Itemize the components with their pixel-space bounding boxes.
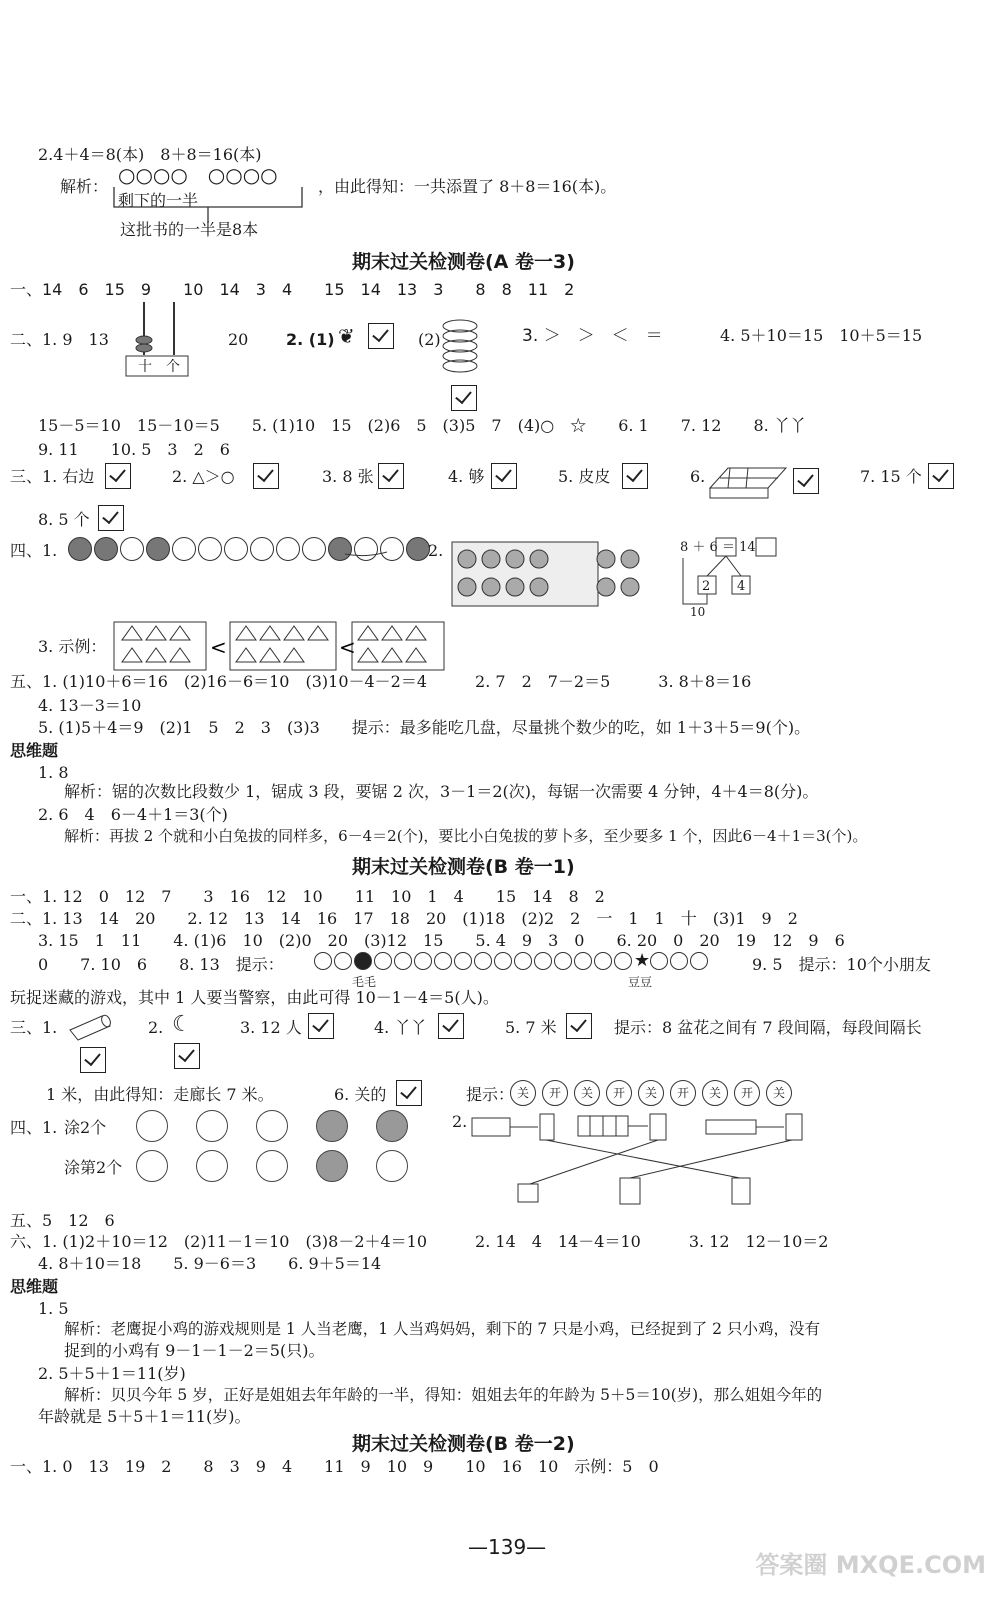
- a3-row-5b: 2. △＞○: [172, 467, 235, 486]
- intro-conclusion: ，由此得知：一共添置了 8＋8＝16(本)。: [318, 177, 617, 196]
- intro-note: 这批书的一半是8本: [120, 220, 259, 239]
- switch-state: 开: [606, 1080, 632, 1106]
- switch-state: 关: [766, 1080, 792, 1106]
- b1-row-2: 二、1. 13 14 20 2. 12 13 14 16 17 18 20 (1)18 (2)2 2 一 1 1 十 (3)1 9 2: [10, 909, 798, 928]
- switch-state: 关: [702, 1080, 728, 1106]
- a3-row-6: 8. 5 个: [38, 510, 90, 529]
- section-title-a3: 期末过关检测卷(A 卷一3): [352, 251, 575, 273]
- checkbox: [308, 1013, 334, 1039]
- page-number: —139—: [468, 1535, 547, 1559]
- checkbox: [396, 1080, 422, 1106]
- b1-row-6e: 5. 7 米: [505, 1018, 557, 1037]
- switch-state: 关: [574, 1080, 600, 1106]
- checkbox: [928, 463, 954, 489]
- a3-row-9: 五、1. (1)10＋6＝16 (2)16－6＝10 (3)10－4－2＝4 2. 7 2 7－2＝5 3. 8＋8＝16: [10, 672, 752, 691]
- a3-row-5c: 3. 8 张: [322, 467, 374, 486]
- thinking-heading: 思维题: [10, 741, 59, 760]
- tray-icon: [708, 460, 788, 500]
- b1-row-10: 六、1. (1)2＋10＝12 (2)11－1＝10 (3)8－2＋4＝10 2. 14 4 14－4＝10 3. 12 12－10＝2: [10, 1232, 829, 1251]
- checkbox: [253, 463, 279, 489]
- a3-row-2e: 3. ＞ ＞ ＜ ＝: [522, 326, 663, 346]
- b1-row-4b: 9. 5 提示：10个小朋友: [752, 955, 931, 974]
- a3-row-2b: 20: [228, 330, 249, 349]
- checkbox: [438, 1013, 464, 1039]
- a3-row-1: 一、14 6 15 9 10 14 3 4 15 14 13 3 8 8 11 2: [10, 280, 575, 299]
- brace-diagram: [112, 185, 312, 225]
- b1-row-1: 一、1. 12 0 12 7 3 16 12 10 11 10 1 4 15 14 8 2: [10, 887, 605, 906]
- b1-think-5: 解析：贝贝今年 5 岁，正好是姐姐去年年龄的一半，得知：姐姐去年的年龄为 5＋5＝10(岁)，那么姐姐今年的: [64, 1386, 823, 1404]
- switch-state: 开: [734, 1080, 760, 1106]
- checkbox: [622, 463, 648, 489]
- b1-row-6b: 2.: [148, 1018, 164, 1037]
- tree-right: 4: [737, 579, 746, 594]
- shape-matching: [470, 1108, 820, 1208]
- b1-row-8b: 涂2个: [64, 1118, 107, 1137]
- a3-row-2d: (2): [418, 330, 441, 349]
- a3-row-4: 9. 11 10. 5 3 2 6: [38, 440, 230, 459]
- checkbox: [174, 1043, 200, 1069]
- tree-left: 2: [702, 579, 711, 594]
- section-title-b1: 期末过关检测卷(B 卷一1): [352, 856, 575, 878]
- a3-row-7a: 四、1.: [10, 541, 58, 560]
- intro-brace-label: 剩下的一半: [118, 191, 199, 210]
- a3-think-1: 1. 8: [38, 763, 69, 782]
- a3-row-2f: 4. 5＋10＝15 10＋5＝15: [720, 326, 923, 345]
- b1-row-8a: 四、1.: [10, 1118, 58, 1137]
- a3-row-5e: 5. 皮皮: [558, 467, 611, 486]
- b1-think-2: 解析：老鹰捉小鸡的游戏规则是 1 人当老鹰，1 人当鸡妈妈，剩下的 7 只是小鸡，已经捉到了 2 只小鸡，没有: [64, 1320, 820, 1338]
- b1-row-6f: 提示：8 盆花之间有 7 段间隔，每段间隔长: [614, 1018, 922, 1037]
- checkbox: [793, 468, 819, 494]
- face-row-2: [136, 1150, 408, 1182]
- a3-think-2: 解析：锯的次数比段数少 1，锯成 3 段，要锯 2 次，3－1＝2(次)，每锯一次需要 4 分钟，4＋4＝8(分)。: [64, 782, 819, 801]
- svg-text:<: <: [210, 635, 227, 659]
- a3-row-8: 3. 示例：: [38, 637, 107, 656]
- string-tail: [345, 546, 390, 560]
- switch-state: 关: [510, 1080, 536, 1106]
- triangle-comparison: [112, 620, 452, 672]
- b1-row-8d: 2.: [452, 1112, 468, 1131]
- checkbox: [368, 323, 394, 349]
- b1-row-6c: 3. 12 人: [240, 1018, 302, 1037]
- abacus-label: 十 个: [138, 359, 180, 375]
- a3-row-11: 5. (1)5＋4＝9 (2)1 5 2 3 (3)3 提示：最多能吃几盘，尽量挑个数少的吃，如 1＋3＋5＝9(个)。: [38, 718, 811, 737]
- a3-row-3: 15－5＝10 15－10＝5 5. (1)10 15 (2)6 5 (3)5 7 (4)○ ☆ 6. 1 7. 12 8. 丫丫: [38, 416, 806, 435]
- intro-analysis-label: 解析：: [60, 177, 109, 196]
- checkbox: [80, 1047, 106, 1073]
- b1-row-8c: 涂第2个: [64, 1158, 123, 1177]
- b1-row-5: 玩捉迷藏的游戏，其中 1 人要当警察，由此可得 10－1－4＝5(人)。: [10, 988, 499, 1007]
- switch-sequence: [510, 1080, 798, 1106]
- checkbox: [491, 463, 517, 489]
- thinking-heading: 思维题: [10, 1277, 59, 1296]
- tree-bottom: 10: [690, 605, 706, 619]
- b1-row-11: 4. 8＋10＝18 5. 9－6＝3 6. 9＋5＝14: [38, 1254, 382, 1273]
- a3-row-2a: 二、1. 9 13: [10, 330, 109, 349]
- a3-row-5g: 7. 15 个: [860, 467, 922, 486]
- banana-icon: ☾: [172, 1012, 192, 1037]
- face-row-1: [136, 1110, 408, 1142]
- leaf-icon: ❦: [338, 324, 355, 348]
- switch-state: 开: [542, 1080, 568, 1106]
- a3-row-2c: 2. (1): [286, 330, 335, 349]
- b1-row-6d: 4. 丫丫: [374, 1018, 427, 1037]
- b1-row-6a: 三、1.: [10, 1018, 58, 1037]
- cookie-box: [450, 540, 650, 610]
- switch-state: 关: [638, 1080, 664, 1106]
- tree-equation: 8 ＋ 6 ＝ 14: [680, 540, 756, 555]
- checkbox: [378, 463, 404, 489]
- b1-row-9: 五、5 12 6: [10, 1211, 115, 1230]
- checkbox: [105, 463, 131, 489]
- intro-line-1: 2.4＋4＝8(本) 8＋8＝16(本): [38, 145, 262, 164]
- a3-row-7b: 2.: [428, 541, 444, 560]
- label-doudou: 豆豆: [628, 975, 653, 989]
- switch-state: 开: [670, 1080, 696, 1106]
- a3-think-4: 解析：再拔 2 个就和小白兔拔的同样多，6－4＝2(个)，要比小白兔拔的萝卜多，至少要多 1 个，因此6－4＋1＝3(个)。: [64, 827, 868, 845]
- b1-think-4: 2. 5＋5＋1＝11(岁): [38, 1364, 186, 1383]
- a3-row-5f: 6.: [690, 467, 706, 486]
- a3-think-3: 2. 6 4 6－4＋1＝3(个): [38, 805, 228, 824]
- b1-think-6: 年龄就是 5＋5＋1＝11(岁)。: [38, 1407, 251, 1426]
- label-maomao: 毛毛: [352, 975, 377, 989]
- coil-icon: [440, 318, 480, 378]
- watermark: 答案圈 MXQE.COM: [755, 1551, 986, 1579]
- b1-row-7b: 6. 关的: [334, 1085, 387, 1104]
- a3-row-5a: 三、1. 右边: [10, 467, 95, 486]
- b1-row-7c: 提示：: [466, 1085, 515, 1104]
- intro-circles: ○○○○ ○○○○: [118, 163, 278, 187]
- b1-row-3: 3. 15 1 11 4. (1)6 10 (2)0 20 (3)12 15 5. 4 9 3 0 6. 20 0 20 19 12 9 6: [38, 931, 845, 950]
- a3-row-10: 4. 13－3＝10: [38, 696, 142, 715]
- a3-row-5d: 4. 够: [448, 467, 485, 486]
- circle-row: ★: [314, 950, 710, 971]
- b1-row-4a: 0 7. 10 6 8. 13 提示：: [38, 955, 284, 974]
- b1-row-7: 1 米，由此得知：走廊长 7 米。: [46, 1085, 274, 1104]
- b1-think-1: 1. 5: [38, 1299, 69, 1318]
- cylinder-icon: [64, 1012, 114, 1042]
- svg-text:<: <: [339, 635, 356, 659]
- b2-row-1: 一、1. 0 13 19 2 8 3 9 4 11 9 10 9 10 16 10 示例：5 0: [10, 1457, 659, 1476]
- checkbox: [98, 505, 124, 531]
- checkbox: [566, 1013, 592, 1039]
- checkbox: [451, 385, 477, 411]
- section-title-b2: 期末过关检测卷(B 卷一2): [352, 1433, 575, 1455]
- b1-think-3: 捉到的小鸡有 9－1－1－2＝5(只)。: [64, 1341, 325, 1360]
